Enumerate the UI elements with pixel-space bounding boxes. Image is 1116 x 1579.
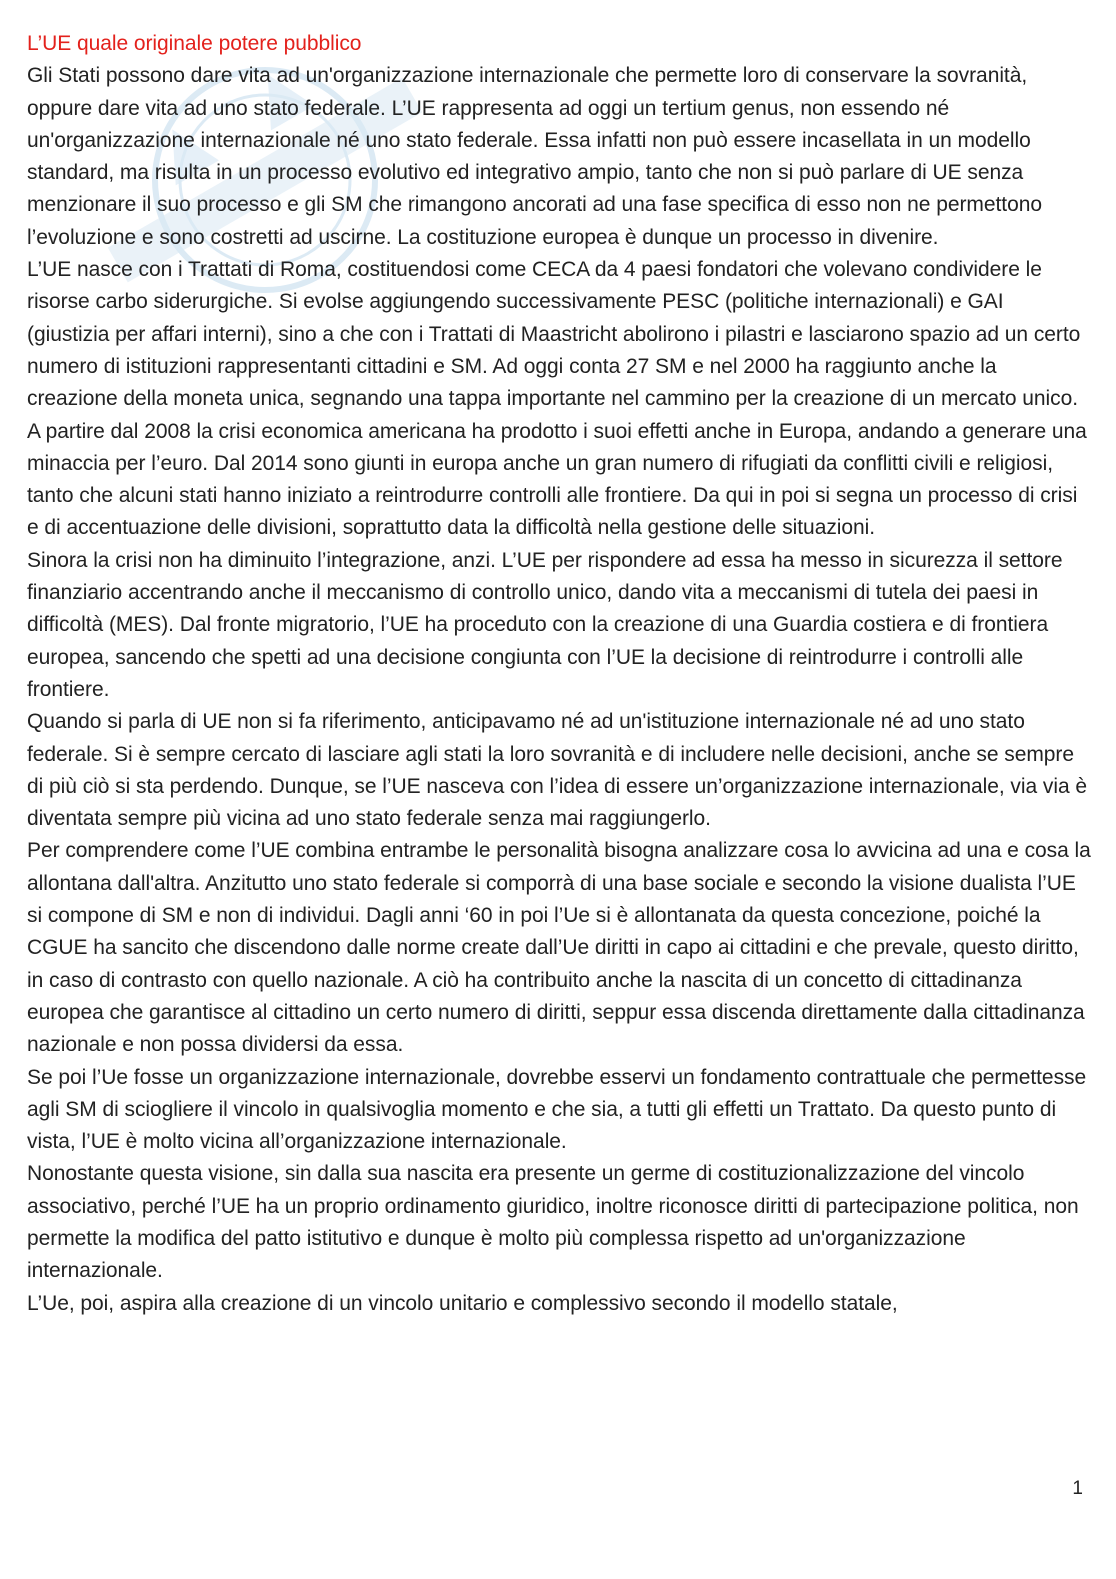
paragraph: A partire dal 2008 la crisi economica americana ha prodotto i suoi effetti anche in Europa, andando a generare una minaccia per l’euro. Dal 2014 sono giunti in europa anche un gran numero di rifugiati da conflitti civili e religiosi, tanto che alcuni stati hanno iniziato a reintrodurre controlli alle frontiere. Da qui in poi si segna un processo di crisi e di accentuazione delle divisioni, soprattutto data la difficoltà nella gestione delle situazioni.: [27, 419, 1087, 540]
document-body: [27, 28, 1091, 1320]
paragraph: Se poi l’Ue fosse un organizzazione internazionale, dovrebbe esservi un fondamento contrattuale che permettesse agli SM di sciogliere il vincolo in qualsivoglia momento e che sia, a tutti gli effetti un Trattato. Da questo punto di vista, l’UE è molto vicina all’organizzazione internazionale.: [27, 1065, 1087, 1154]
paragraph: Sinora la crisi non ha diminuito l’integrazione, anzi. L’UE per rispondere ad essa ha messo in sicurezza il settore finanziario accentrando anche il meccanismo di controllo unico, dando vita a meccanismi di tutela dei paesi in difficoltà (MES). Dal fronte migratorio, l’UE ha proceduto con la creazione di una Guardia costiera e di frontiera europea, sancendo che spetti ad una decisione congiunta con l’UE la decisione di reintrodurre i controlli alle frontiere.: [27, 548, 1063, 701]
paragraph: Nonostante questa visione, sin dalla sua nascita era presente un germe di costituzionalizzazione del vincolo associativo, perché l’UE ha un proprio ordinamento giuridico, inoltre riconosce diritti di partecipazione politica, non permette la modifica del patto istitutivo e dunque è molto più complessa rispetto ad un'organizzazione internazionale.: [27, 1162, 1079, 1283]
paragraph: L’Ue, poi, aspira alla creazione di un vincolo unitario e complessivo secondo il modello statale,: [27, 1291, 898, 1315]
paragraph: L’UE nasce con i Trattati di Roma, costituendosi come CECA da 4 paesi fondatori che volevano condividere le risorse carbo siderurgiche. Si evolse aggiungendo successivamente PESC (politiche internazionali) e GAI (giustizia per affari interni), sino a che con i Trattati di Maastricht abolirono i pilastri e lasciarono spazio ad un certo numero di istituzioni rappresentanti cittadini e SM. Ad oggi conta 27 SM e nel 2000 ha raggiunto anche la creazione della moneta unica, segnando una tappa importante nel cammino per la creazione di un mercato unico.: [27, 258, 1081, 411]
paragraph: Quando si parla di UE non si fa riferimento, anticipavamo né ad un'istituzione internazionale né ad uno stato federale. Si è sempre cercato di lasciare agli stati la loro sovranità e di includere nelle decisioni, anche se sempre di più ciò si sta perdendo. Dunque, se l’UE nasceva con l’idea di essere un’organizzazione internazionale, via via è diventata sempre più vicina ad uno stato federale senza mai raggiungerlo.: [27, 710, 1088, 831]
paragraph: Gli Stati possono dare vita ad un'organizzazione internazionale che permette loro di conservare la sovranità, oppure dare vita ad uno stato federale. L’UE rappresenta ad oggi un tertium genus, non essendo né un'organizzazione internazionale né uno stato federale. Essa infatti non può essere incasellata in un modello standard, ma risulta in un processo evolutivo ed integrativo ampio, tanto che non si può parlare di UE senza menzionare il suo processo e gli SM che rimangono ancorati ad una fase specifica di esso non ne permettono l’evoluzione e sono costretti ad uscirne. La costituzione europea è dunque un processo in divenire.: [27, 64, 1042, 249]
document-title: L’UE quale originale potere pubblico: [27, 32, 362, 55]
page-number: 1: [1072, 1478, 1083, 1499]
paragraph: Per comprendere come l’UE combina entrambe le personalità bisogna analizzare cosa lo avvicina ad una e cosa la allontana dall'altra. Anzitutto uno stato federale si comporrà di una base sociale e secondo la visione dualista l’UE si compone di SM e non di individui. Dagli anni ‘60 in poi l’Ue si è allontanata da questa concezione, poiché la CGUE ha sancito che discendono dalle norme create dall’Ue diritti in capo ai cittadini e che prevale, questo diritto, in caso di contrasto con quello nazionale. A ciò ha contribuito anche la nascita di un concetto di cittadinanza europea che garantisce al cittadino un certo numero di diritti, seppur essa discenda direttamente dalla cittadinanza nazionale e non possa dividersi da essa.: [27, 839, 1091, 1057]
